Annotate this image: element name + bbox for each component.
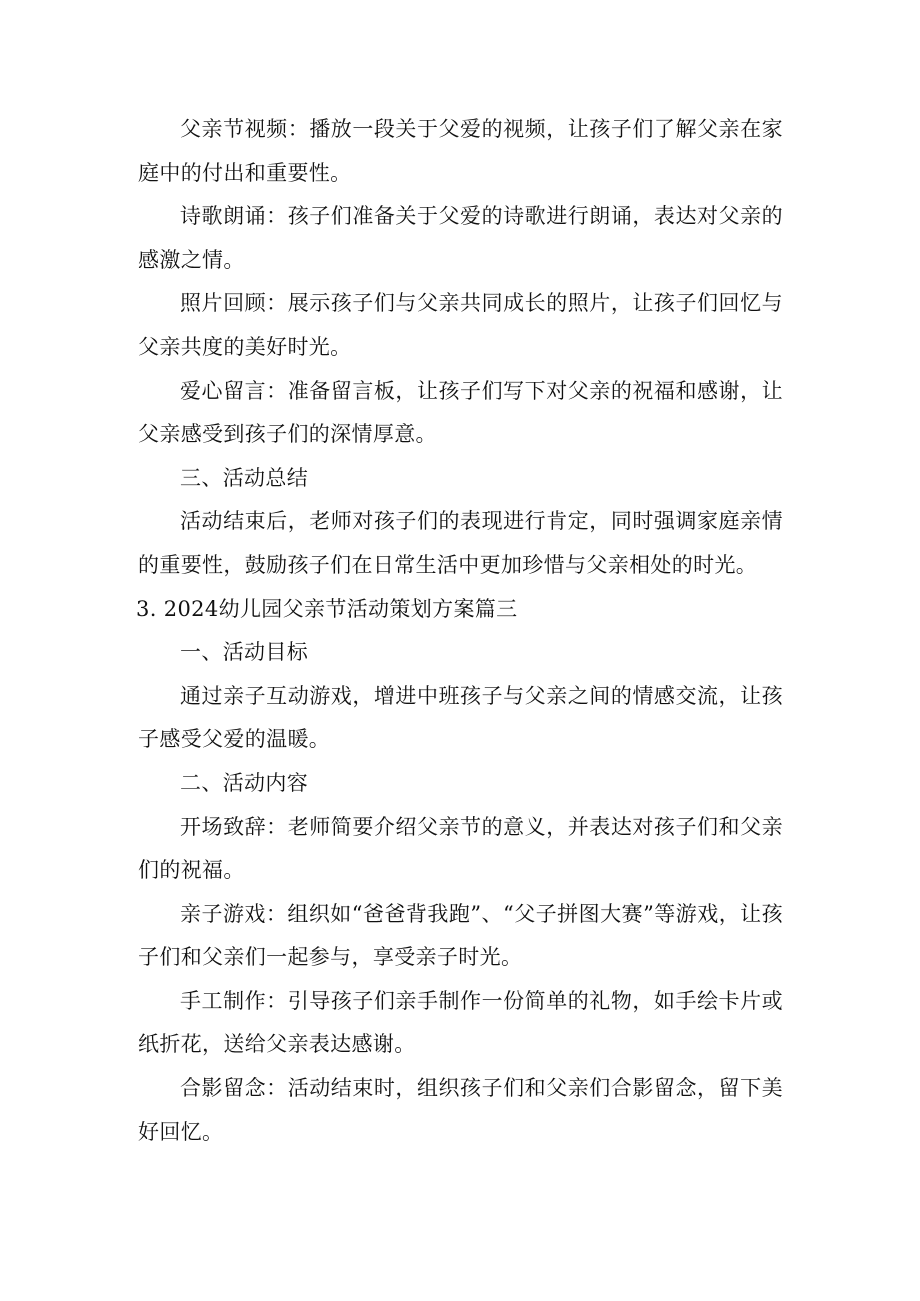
section-heading-goal: 一、活动目标	[180, 640, 309, 665]
paragraph-father-day-video: 父亲节视频：播放一段关于父爱的视频，让孩子们了解父亲在家庭中的付出和重要性。	[138, 117, 783, 185]
paragraph-photo-review: 照片回顾：展示孩子们与父亲共同成长的照片，让孩子们回忆与父亲共度的美好时光。	[138, 291, 783, 359]
document-body	[138, 108, 783, 1154]
section-heading-summary: 三、活动总结	[180, 465, 309, 490]
paragraph-poetry-recital: 诗歌朗诵：孩子们准备关于父爱的诗歌进行朗诵，表达对父亲的感激之情。	[138, 204, 783, 272]
paragraph-opening-speech: 开场致辞：老师简要介绍父亲节的意义，并表达对孩子们和父亲们的祝福。	[138, 814, 783, 883]
paragraph-summary: 活动结束后，老师对孩子们的表现进行肯定，同时强调家庭亲情的重要性，鼓励孩子们在日常生活中更加珍惜与父亲相处的时光。	[138, 509, 783, 577]
paragraph-goal: 通过亲子互动游戏，增进中班孩子与父亲之间的情感交流，让孩子感受父爱的温暖。	[138, 683, 783, 752]
chapter-heading: 3. 2024幼儿园父亲节活动策划方案篇三	[136, 596, 518, 621]
paragraph-group-photo: 合影留念：活动结束时，组织孩子们和父亲们合影留念，留下美好回忆。	[138, 1076, 783, 1144]
section-heading-content: 二、活动内容	[180, 770, 309, 795]
paragraph-handcraft: 手工制作：引导孩子们亲手制作一份简单的礼物，如手绘卡片或纸折花，送给父亲表达感谢。	[138, 988, 783, 1057]
paragraph-parent-child-games: 亲子游戏：组织如“爸爸背我跑”、“父子拼图大赛”等游戏，让孩子们和父亲们一起参与，享受亲子时光。	[138, 901, 783, 970]
paragraph-love-message: 爱心留言：准备留言板，让孩子们写下对父亲的祝福和感谢，让父亲感受到孩子们的深情厚意。	[138, 378, 783, 447]
